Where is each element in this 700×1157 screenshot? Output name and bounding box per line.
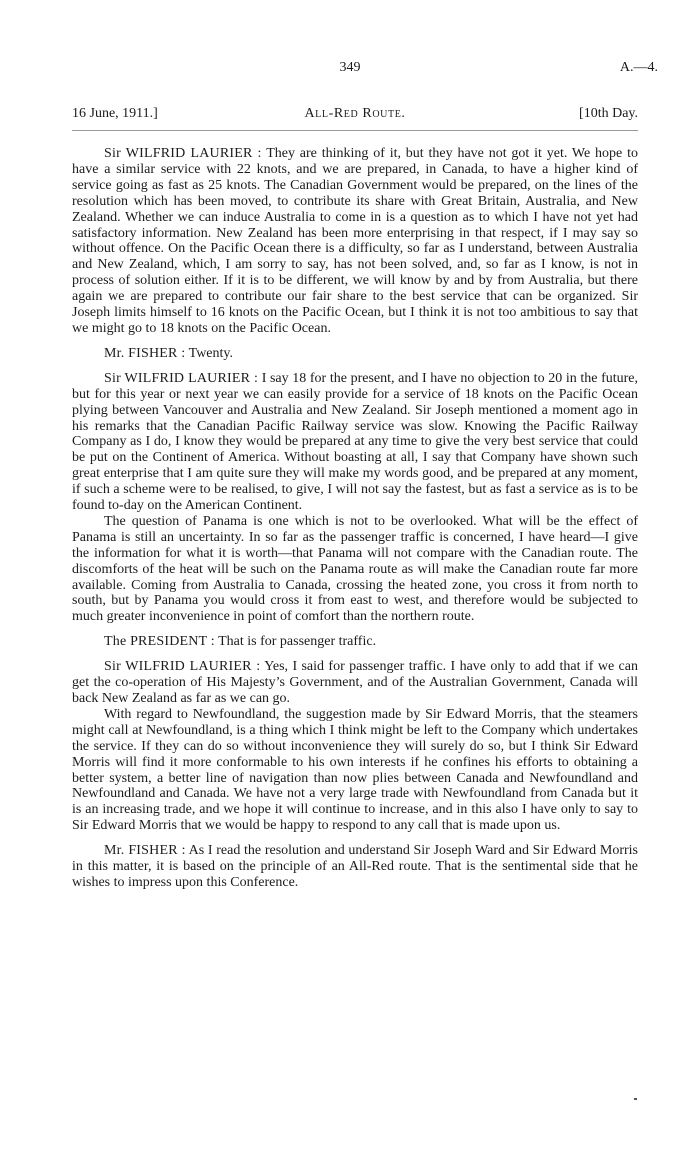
printer-mark [634, 1098, 637, 1100]
paragraph-text: Yes, I said for passenger traffic. I have only to add that if we can get the co-operation of His Majesty’s Government, and of the Australian Government, Canada will back New Zealand as far as we can go. [72, 659, 638, 706]
body-text [72, 146, 638, 891]
paragraph-text: I say 18 for the present, and I have no objection to 20 in the future, but for this year or next year we can easily provide for a service of 18 knots on the Pacific Ocean plying between Vancouver and Australia and New Zealand. Sir Joseph mentioned a moment ago in his remarks that the Canadian Pacific Railway service was slow. Knowing the Pacific Railway Company as I do, I know they would be prepared at any time to give the very best service that could be put on the Continent of America. Without boasting at all, I say that Company have shown such great enterprise that I am quite sure they will make my words good, and be prepared at any moment, if such a scheme were to be realised, to give, I will not say the fastest, but as fast a service as is to be found to-day on the American Continent. [72, 370, 639, 514]
document-code: A.—4. [619, 60, 658, 75]
page-number: 349 [339, 60, 361, 75]
paragraph [72, 346, 638, 362]
running-head-day: [10th Day. [579, 106, 638, 121]
speaker-name: Sir WILFRID LAURIER : [104, 370, 259, 386]
paragraph-text: That is for passenger traffic. [218, 634, 377, 650]
paragraph [72, 843, 638, 891]
paragraph-text: Twenty. [188, 345, 234, 361]
paragraph-text: The question of Panama is one which is not to be overlooked. What will be the effect of Panama is still an uncertainty. In so far as the passenger traffic is concerned, I have heard—I give the information for what it is worth—that Panama will not compare with the Canadian route. The discomforts of the heat will be such on the Panama route as will make the Canadian route far more available. Coming from Australia to Canada, crossing the heated zone, you cross it from north to south, but by Panama you would cross it from east to west, and therefore would be subjected to much greater inconvenience in point of comfort than the northern route. [72, 513, 638, 625]
running-head-date: 16 June, 1911.] [72, 106, 158, 121]
paragraph [72, 146, 638, 337]
speaker-name: Mr. FISHER : [104, 345, 186, 361]
speaker-name: Sir WILFRID LAURIER : [104, 659, 261, 675]
speaker-name: Mr. FISHER : [104, 843, 186, 859]
paragraph-text: They are thinking of it, but they have not got it yet. We hope to have a similar service with 22 knots, and we are prepared, in Canada, to have a higher kind of service going as fast as 25 knots. The Canadian Government would be prepared, on the lines of the resolution which has been moved, to contribute its share with Great Britain, Australia, and New Zealand. Whether we can induce Australia to come in is a question as to which I have not yet had satisfactory information. New Zealand has been more enterprising in that respect, if I may say so without offence. On the Pacific Ocean there is a difficulty, so far as I understand, between Australia and New Zealand, which, I am sorry to say, has not been solved, and, so far as I know, is not in process of solution either. If it is to be different, we will know by and by from Australia, but there again we are prepared to contribute our fair share to the best service that can be organized. Sir Joseph limits himself to 16 knots on the Pacific Ocean, but I think it is not too ambitious to say that we might go to 18 knots on the Pacific Ocean. [72, 146, 638, 336]
paragraph [72, 634, 638, 650]
paragraph [72, 514, 638, 625]
paragraph-text: With regard to Newfoundland, the suggestion made by Sir Edward Morris, that the steamers might call at Newfoundland, is a thing which I think might be left to the Company which undertakes the service. If they can do so without inconvenience they will surely do so, but I think Sir Edward Morris will find it more conformable to his own interests if he confines his efforts to obtaining a better system, a better line of navigation than now plies between Canada and Newfoundland and Newfoundland and Canada. We have not a very large trade with Newfoundland from Canada but it is an increasing trade, and we hope it will continue to increase, and in this also I have only to say to Sir Edward Morris that we would be happy to respond to any call that is made upon us. [72, 706, 638, 834]
paragraph [72, 371, 638, 514]
paragraph-text: As I read the resolution and understand Sir Joseph Ward and Sir Edward Morris in this matter, it is based on the principle of an All-Red route. That is the sentimental side that he wishes to impress upon this Conference. [72, 843, 638, 890]
speaker-name: The PRESIDENT : [104, 634, 215, 650]
running-head [72, 106, 638, 126]
running-head-title: All-Red Route. [304, 106, 406, 121]
paragraph [72, 659, 638, 707]
header-rule [72, 130, 638, 131]
paragraph [72, 707, 638, 834]
speaker-name: Sir WILFRID LAURIER : [104, 146, 262, 161]
